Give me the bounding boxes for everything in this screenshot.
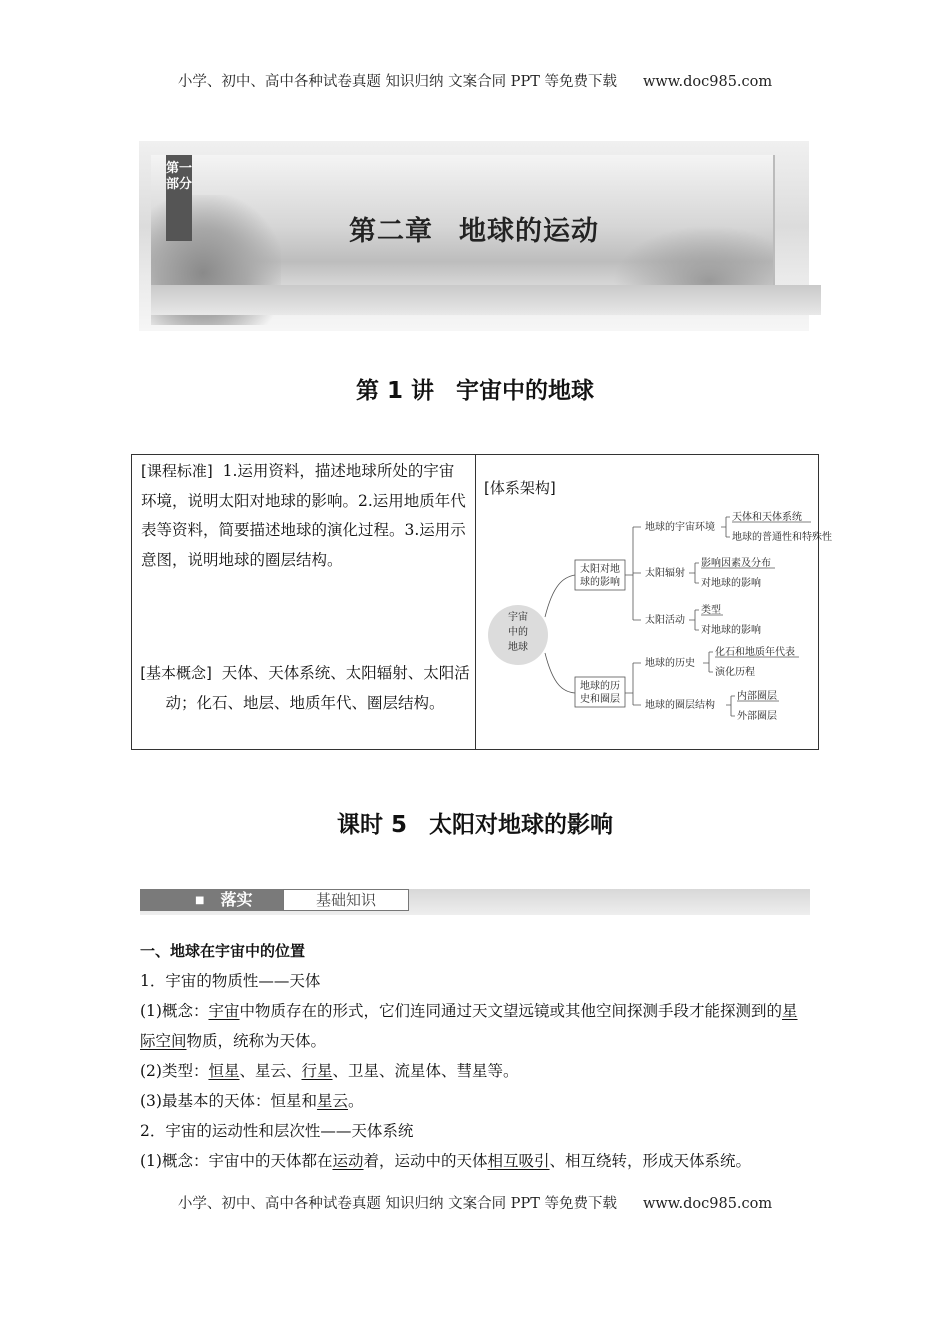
b1-leaf-4: 对地球的影响: [701, 578, 761, 589]
chapter-name: 地球的运动: [459, 216, 599, 247]
paragraph-types: (2)类型：恒星、星云、行星、卫星、流星体、彗星等。: [140, 1062, 519, 1080]
footer-text: 小学、初中、高中各种试卷真题 知识归纳 文案合同 PPT 等免费下载: [177, 1196, 617, 1212]
b1-item-3: 太阳活动: [645, 615, 685, 626]
blank-attraction: 相互吸引: [487, 1152, 550, 1170]
b2-item2-bracket: [726, 696, 735, 716]
content-body: [140, 936, 812, 1176]
chapter-number: 第二章: [349, 216, 433, 247]
square-bullet-icon: ■: [195, 895, 205, 906]
b2-item-2: 地球的圈层结构: [645, 700, 715, 711]
lecture-number: 第 1 讲: [355, 378, 435, 404]
b1-item2-bracket: [689, 563, 699, 583]
b2-leaf-1: 化石和地质年代表: [715, 647, 795, 658]
b1-leaf-1: 天体和天体系统: [732, 512, 802, 523]
root-line-2: 中的: [508, 627, 528, 638]
b2-item-1: 地球的历史: [645, 658, 695, 669]
lecture-title: [0, 372, 950, 405]
heading-position: 一、地球在宇宙中的位置: [140, 942, 306, 960]
basic-text: 天体、天体系统、太阳辐射、太阳活动；化石、地层、地质年代、圈层结构。: [165, 664, 470, 712]
paragraph-system: (1)概念：宇宙中的天体都在运动着，运动中的天体相互吸引、相互绕转，形成天体系统。: [140, 1152, 752, 1170]
b1-item-1: 地球的宇宙环境: [645, 522, 715, 533]
branch1-line-1: 太阳对地: [580, 564, 620, 575]
framework-label: [体系架构]: [484, 479, 556, 497]
section-dark-label: 落实: [220, 890, 253, 909]
part-tag: 第一部分: [166, 155, 192, 241]
b2-leaf-2: 演化历程: [715, 667, 755, 678]
b1-item-2: 太阳辐射: [645, 568, 685, 579]
branch2-line-2: 史和圈层: [580, 694, 620, 705]
banner-water: [151, 285, 821, 315]
b1-leaf-6: 对地球的影响: [701, 625, 761, 636]
branch1-bracket: [625, 527, 641, 620]
blank-interstellar: 星际空间: [140, 1002, 798, 1050]
lecture-name: 宇宙中的地球: [456, 378, 595, 404]
b1-leaf-3: 影响因素及分布: [701, 558, 771, 569]
standards-table: [131, 454, 832, 750]
chapter-banner: [139, 141, 809, 331]
paragraph-concept: (1)概念：宇宙中物质存在的形式，它们连同通过天文望远镜或其他空间探测手段才能探测到的星际空间物质，统称为天体。: [140, 1002, 798, 1050]
blank-universe: 宇宙: [208, 1002, 240, 1020]
section-bar: [140, 889, 810, 915]
b2-leaf-3: 内部圈层: [737, 691, 777, 702]
curriculum-text: 1.运用资料，描述地球所处的宇宙环境，说明太阳对地球的影响。2.运用地质年代表等资料，简要描述地球的演化过程。3.运用示意图，说明地球的圈层结构。: [141, 462, 466, 569]
blank-nebula: 星云: [316, 1092, 348, 1110]
blank-planet: 行星: [301, 1062, 333, 1080]
branch2-line-1: 地球的历: [580, 681, 620, 692]
basic-concepts: [140, 659, 470, 718]
b1-item3-bracket: [689, 610, 699, 630]
link-root-branch1: [545, 575, 575, 617]
concept-mindmap: [483, 505, 832, 730]
b1-leaf-5: 类型: [701, 605, 721, 616]
root-line-1: 宇宙: [508, 612, 528, 623]
branch1-line-2: 球的影响: [580, 577, 620, 588]
b2-leaf-4: 外部圈层: [737, 711, 777, 722]
curriculum-standards: [141, 457, 469, 575]
page-header: [0, 70, 950, 91]
header-url[interactable]: www.doc985.com: [642, 74, 773, 90]
lesson-title: [0, 806, 950, 839]
section-light-label: 基础知识: [283, 889, 409, 911]
paragraph-basic-bodies: (3)最基本的天体：恒星和星云。: [140, 1092, 364, 1110]
lesson-name: 太阳对地球的影响: [429, 812, 613, 838]
b1-leaf-2: 地球的普通性和特殊性: [732, 532, 832, 543]
chapter-title: [139, 209, 809, 248]
link-root-branch2: [545, 653, 575, 693]
subheading-1: 1．宇宙的物质性——天体: [140, 972, 321, 990]
blank-star: 恒星: [208, 1062, 240, 1080]
header-text: 小学、初中、高中各种试卷真题 知识归纳 文案合同 PPT 等免费下载: [177, 74, 617, 90]
lesson-number: 课时 5: [336, 812, 407, 838]
basic-label: [基本概念]: [140, 664, 212, 682]
footer-url[interactable]: www.doc985.com: [642, 1196, 773, 1212]
page-footer: [0, 1192, 950, 1213]
b2-item1-bracket: [703, 652, 713, 672]
root-line-3: 地球: [508, 642, 528, 653]
table-divider: [475, 455, 476, 749]
section-bar-dark: [140, 889, 283, 911]
b1-item1-bracket: [721, 517, 730, 537]
curriculum-label: [课程标准]: [141, 462, 213, 480]
branch2-bracket: [625, 663, 641, 705]
subheading-2: 2．宇宙的运动性和层次性——天体系统: [140, 1122, 414, 1140]
blank-motion: 运动: [332, 1152, 364, 1170]
